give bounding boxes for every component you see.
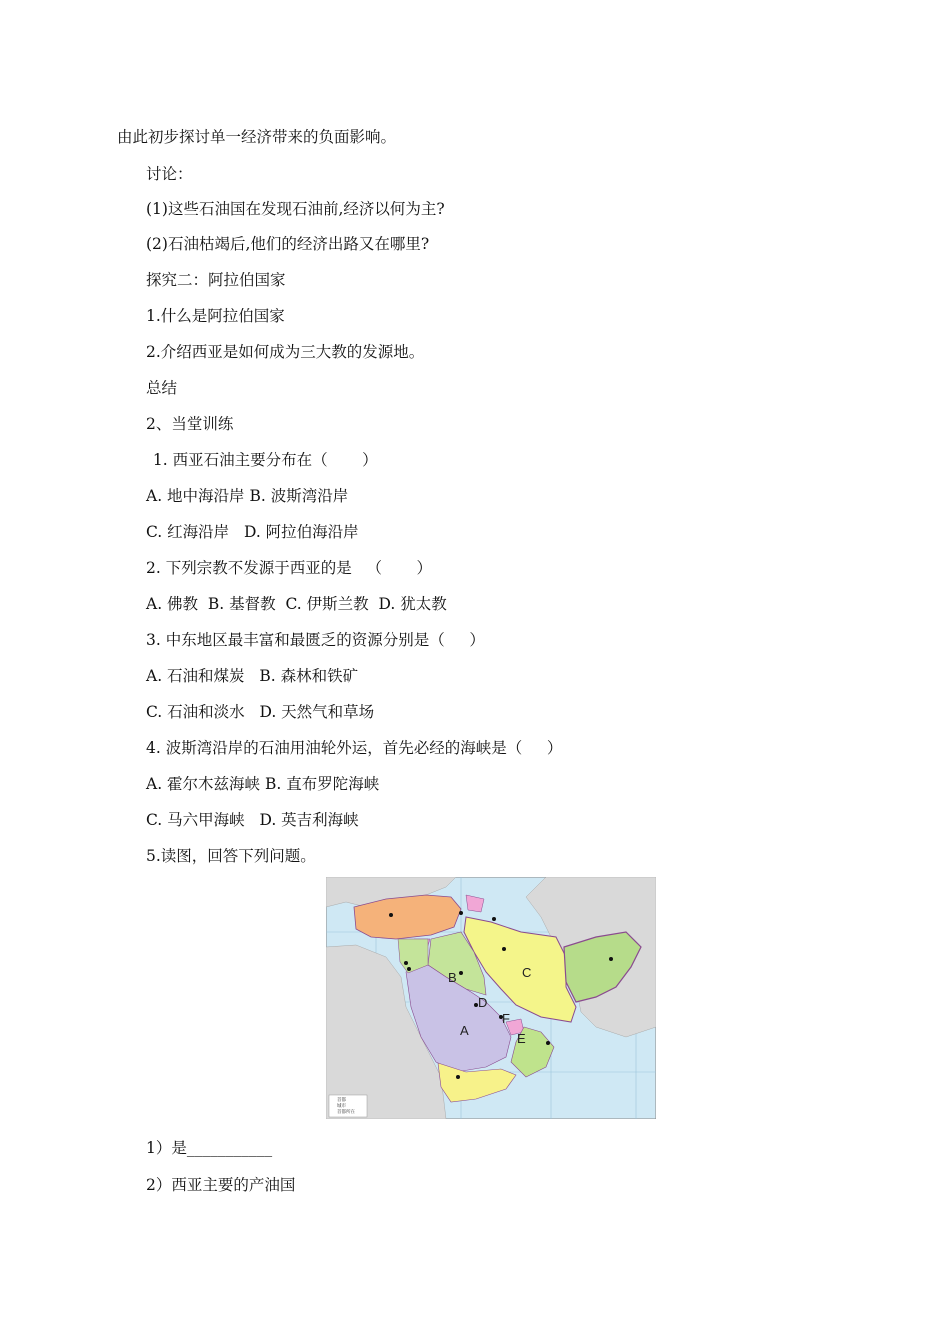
question-3: 3. 中东地区最丰富和最匮乏的资源分别是（ ） bbox=[146, 631, 485, 649]
text-line-8: 总结 bbox=[146, 379, 178, 397]
text-line-4: (2)石油枯竭后,他们的经济出路又在哪里? bbox=[146, 235, 430, 253]
question-3-options-ab: A. 石油和煤炭 B. 森林和铁矿 bbox=[146, 667, 359, 685]
text-line-6: 1.什么是阿拉伯国家 bbox=[146, 307, 285, 325]
text-line-9: 2、当堂训练 bbox=[146, 415, 234, 433]
text-line-1: 由此初步探讨单一经济带来的负面影响。 bbox=[117, 128, 397, 146]
map-label-d: D bbox=[478, 995, 488, 1010]
text-line-7: 2.介绍西亚是如何成为三大教的发源地。 bbox=[146, 343, 425, 361]
west-asia-map bbox=[326, 877, 656, 1119]
map-label-f: F bbox=[502, 1011, 510, 1026]
text-line-3: (1)这些石油国在发现石油前,经济以何为主? bbox=[146, 200, 445, 218]
question-5: 5.读图，回答下列问题。 bbox=[146, 847, 316, 865]
question-4-options-ab: A. 霍尔木兹海峡 B. 直布罗陀海峡 bbox=[146, 775, 380, 793]
question-1: 1. 西亚石油主要分布在（ ） bbox=[148, 451, 378, 469]
question-3-options-cd: C. 石油和淡水 D. 天然气和草场 bbox=[146, 703, 375, 721]
question-4-options-cd: C. 马六甲海峡 D. 英吉利海峡 bbox=[146, 811, 359, 829]
answer-2: 2）西亚主要的产油国 bbox=[146, 1176, 296, 1194]
question-1-options-ab: A. 地中海沿岸 B. 波斯湾沿岸 bbox=[146, 487, 349, 505]
text-line-2: 讨论： bbox=[146, 165, 193, 183]
map-label-b: B bbox=[448, 970, 457, 985]
question-1-options-cd: C. 红海沿岸 D. 阿拉伯海沿岸 bbox=[146, 523, 359, 541]
question-4: 4. 波斯湾沿岸的石油用油轮外运，首先必经的海峡是（ ） bbox=[146, 739, 563, 757]
legend-item-3: 首都所在 bbox=[337, 1109, 355, 1114]
answer-1: 1）是___________ bbox=[146, 1139, 273, 1157]
question-2-options: A. 佛教 B. 基督教 C. 伊斯兰教 D. 犹太教 bbox=[146, 595, 447, 613]
legend-item-1: 首都 bbox=[337, 1097, 346, 1102]
legend-item-2: 城市 bbox=[337, 1103, 346, 1108]
map-label-a: A bbox=[460, 1023, 469, 1038]
question-2: 2. 下列宗教不发源于西亚的是 （ ） bbox=[146, 559, 432, 577]
map-label-c: C bbox=[522, 965, 532, 980]
map-label-e: E bbox=[517, 1031, 526, 1046]
text-line-5: 探究二：阿拉伯国家 bbox=[146, 271, 286, 289]
